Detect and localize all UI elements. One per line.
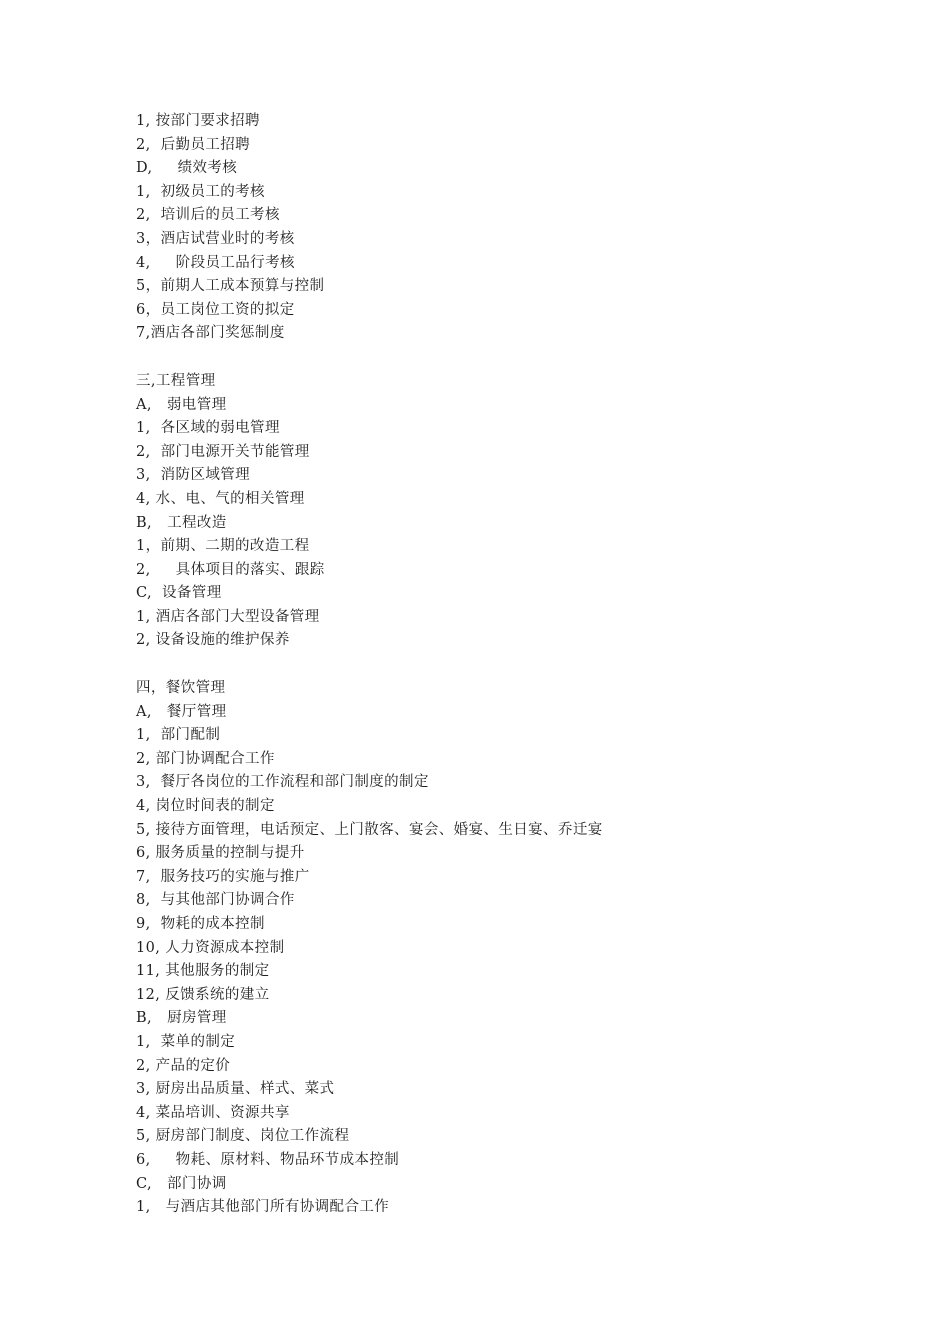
text-line: 5, 厨房部门制度、岗位工作流程: [136, 1128, 350, 1145]
text-line: 2, 部门电源开关节能管理: [136, 443, 310, 460]
text-line: 4, 菜品培训、资源共享: [136, 1104, 290, 1121]
text-line: 2, 部门协调配合工作: [136, 750, 275, 767]
text-line: 12, 反馈系统的建立: [136, 986, 270, 1003]
section-hr-continued: [136, 110, 896, 346]
text-line: 1，前期、二期的改造工程: [136, 538, 310, 555]
text-line: C, 设备管理: [136, 585, 222, 602]
section-heading: 三,工程管理: [136, 372, 216, 389]
document-body: [136, 110, 896, 1220]
text-line: 1, 酒店各部门大型设备管理: [136, 608, 320, 625]
text-line: 9, 物耗的成本控制: [136, 916, 265, 932]
text-line: 2, 具体项目的落实、跟踪: [136, 561, 325, 578]
text-line: 2, 设备设施的维护保养: [136, 632, 290, 649]
section-catering: [136, 677, 896, 1220]
text-line: 1, 初级员工的考核: [136, 183, 265, 200]
text-line: 2, 产品的定价: [136, 1057, 231, 1074]
text-line: 11, 其他服务的制定: [136, 963, 270, 980]
text-line: A, 弱电管理: [136, 396, 227, 413]
text-line: 1, 各区域的弱电管理: [136, 420, 280, 437]
text-line: 2, 培训后的员工考核: [136, 207, 280, 224]
text-line: 1, 菜单的制定: [136, 1033, 236, 1050]
text-line: 7, 服务技巧的实施与推广: [136, 868, 310, 885]
text-line: 6，员工岗位工资的拟定: [136, 301, 295, 318]
text-line: 7,酒店各部门奖惩制度: [136, 325, 285, 342]
text-line: 4, 阶段员工品行考核: [136, 254, 295, 271]
text-line: 4, 水、电、气的相关管理: [136, 490, 305, 507]
text-line: 5, 接待方面管理，电话预定、上门散客、宴会、婚宴、生日宴、乔迁宴: [136, 821, 603, 838]
text-line: 1, 按部门要求招聘: [136, 113, 260, 129]
text-line: 3, 消防区域管理: [136, 467, 251, 484]
text-line: 5，前期人工成本预算与控制: [136, 278, 325, 295]
text-line: B, 厨房管理: [136, 1010, 227, 1027]
text-line: 8, 与其他部门协调合作: [136, 892, 295, 909]
text-line: 6, 服务质量的控制与提升: [136, 845, 305, 862]
text-line: C, 部门协调: [136, 1175, 227, 1192]
text-line: 1, 部门配制: [136, 727, 221, 744]
text-line: 2, 后勤员工招聘: [136, 136, 251, 153]
text-line: 4, 岗位时间表的制定: [136, 798, 275, 815]
section-heading: 四，餐饮管理: [136, 680, 226, 697]
text-line: 1, 与酒店其他部门所有协调配合工作: [136, 1199, 390, 1216]
text-line: 6, 物耗、原材料、物品环节成本控制: [136, 1151, 400, 1168]
text-line: 10, 人力资源成本控制: [136, 939, 285, 956]
text-line: 3, 餐厅各岗位的工作流程和部门制度的制定: [136, 774, 429, 791]
text-line: B, 工程改造: [136, 514, 227, 531]
text-line: 3，酒店试营业时的考核: [136, 230, 295, 247]
text-line: D, 绩效考核: [136, 160, 238, 177]
section-engineering: [136, 370, 896, 653]
text-line: A, 餐厅管理: [136, 703, 227, 720]
text-line: 3, 厨房出品质量、样式、菜式: [136, 1081, 335, 1098]
